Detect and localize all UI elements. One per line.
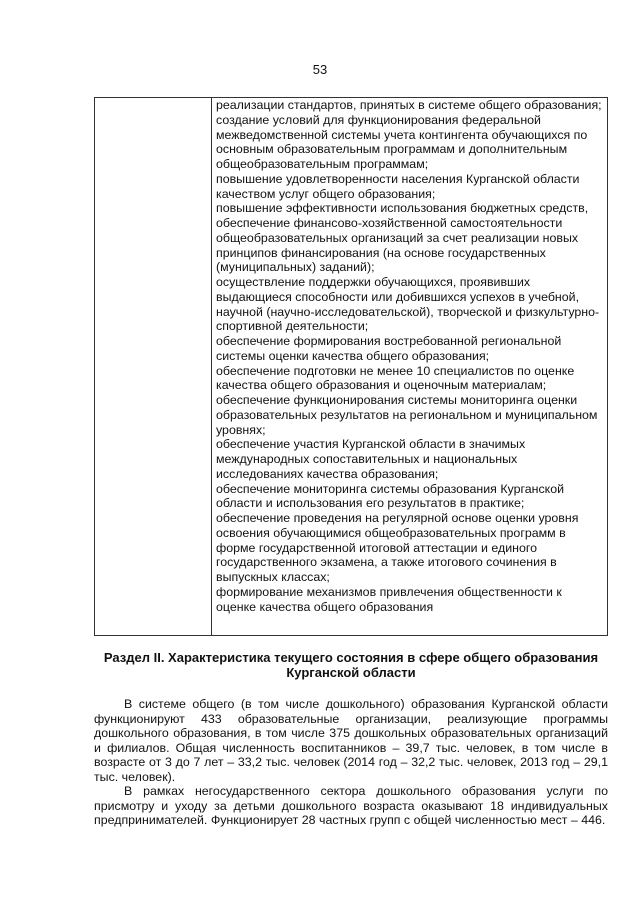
goals-table xyxy=(94,97,608,636)
body-paragraph: В рамках негосударственного сектора дошкольного образования услуги по присмотру и уходу за детьми дошкольного возраста оказывают 18 индивидуальных предпринимателей. Функционирует 28 частных групп с общей численностью мест – 446. xyxy=(94,784,608,828)
goal-item: обеспечение участия Курганской области в значимых международных сопоставительных и национальных исследованиях качества образования; xyxy=(216,437,526,481)
goals-list xyxy=(216,98,603,614)
table-column-divider xyxy=(211,98,212,635)
goal-item: обеспечение мониторинга системы образования Курганской области и использования его результатов в практике; xyxy=(216,481,565,511)
goal-item: реализации стандартов, принятых в системе общего образования; xyxy=(216,98,602,112)
goal-item: формирование механизмов привлечения общественности к оценке качества общего образования xyxy=(216,584,562,614)
page-number: 53 xyxy=(312,62,328,77)
goal-item: создание условий для функционирования федеральной межведомственной системы учета контингента обучающихся по основным образовательным программам и дополнительным общеобразовательным программам; xyxy=(216,112,588,171)
goal-item: обеспечение проведения на регулярной основе оценки уровня освоения обучающимися общеобразовательных программ в форме государственной итоговой аттестации и единого государственного экзамена, а также итогового сочинения в выпускных классах; xyxy=(216,511,579,584)
goal-item: обеспечение формирования востребованной региональной системы оценки качества общего образования; xyxy=(216,334,562,363)
goal-item: обеспечение подготовки не менее 10 специалистов по оценке качества общего образования и оценочным материалам; xyxy=(216,363,575,393)
goal-item: осуществление поддержки обучающихся, проявивших выдающиеся способности или добившихся успехов в учебной, научной (научно-исследовательской), творческой и физкультурно-спортивной деятельности; xyxy=(216,275,600,334)
goal-item: повышение удовлетворенности населения Курганской области качеством услуг общего образования; xyxy=(216,171,580,201)
section-title: Раздел II. Характеристика текущего состояния в сфере общего образования Курганской области xyxy=(103,650,599,680)
goal-item: повышение эффективности использования бюджетных средств, обеспечение финансово-хозяйственной самостоятельности общеобразовательных организаций за счет реализации новых принципов финансирования (на основе государственных (муниципальных) заданий); xyxy=(216,201,589,275)
goal-item: обеспечение функционирования системы мониторинга оценки образовательных результатов на региональном и муниципальном уровнях; xyxy=(216,393,598,437)
body-paragraph: В системе общего (в том числе дошкольного) образования Курганской области функционируют 433 образовательные организации, реализующие программы дошкольного образования, в том числе 375 дошкольных образовательных организаций и филиалов. Общая численность воспитанников – 39,7 тыс. человек, в том числе в возрасте от 3 до 7 лет – 33,2 тыс. человек (2014 год – 32,2 тыс. человек, 2013 год – 29,1 тыс. человек). xyxy=(94,697,608,784)
